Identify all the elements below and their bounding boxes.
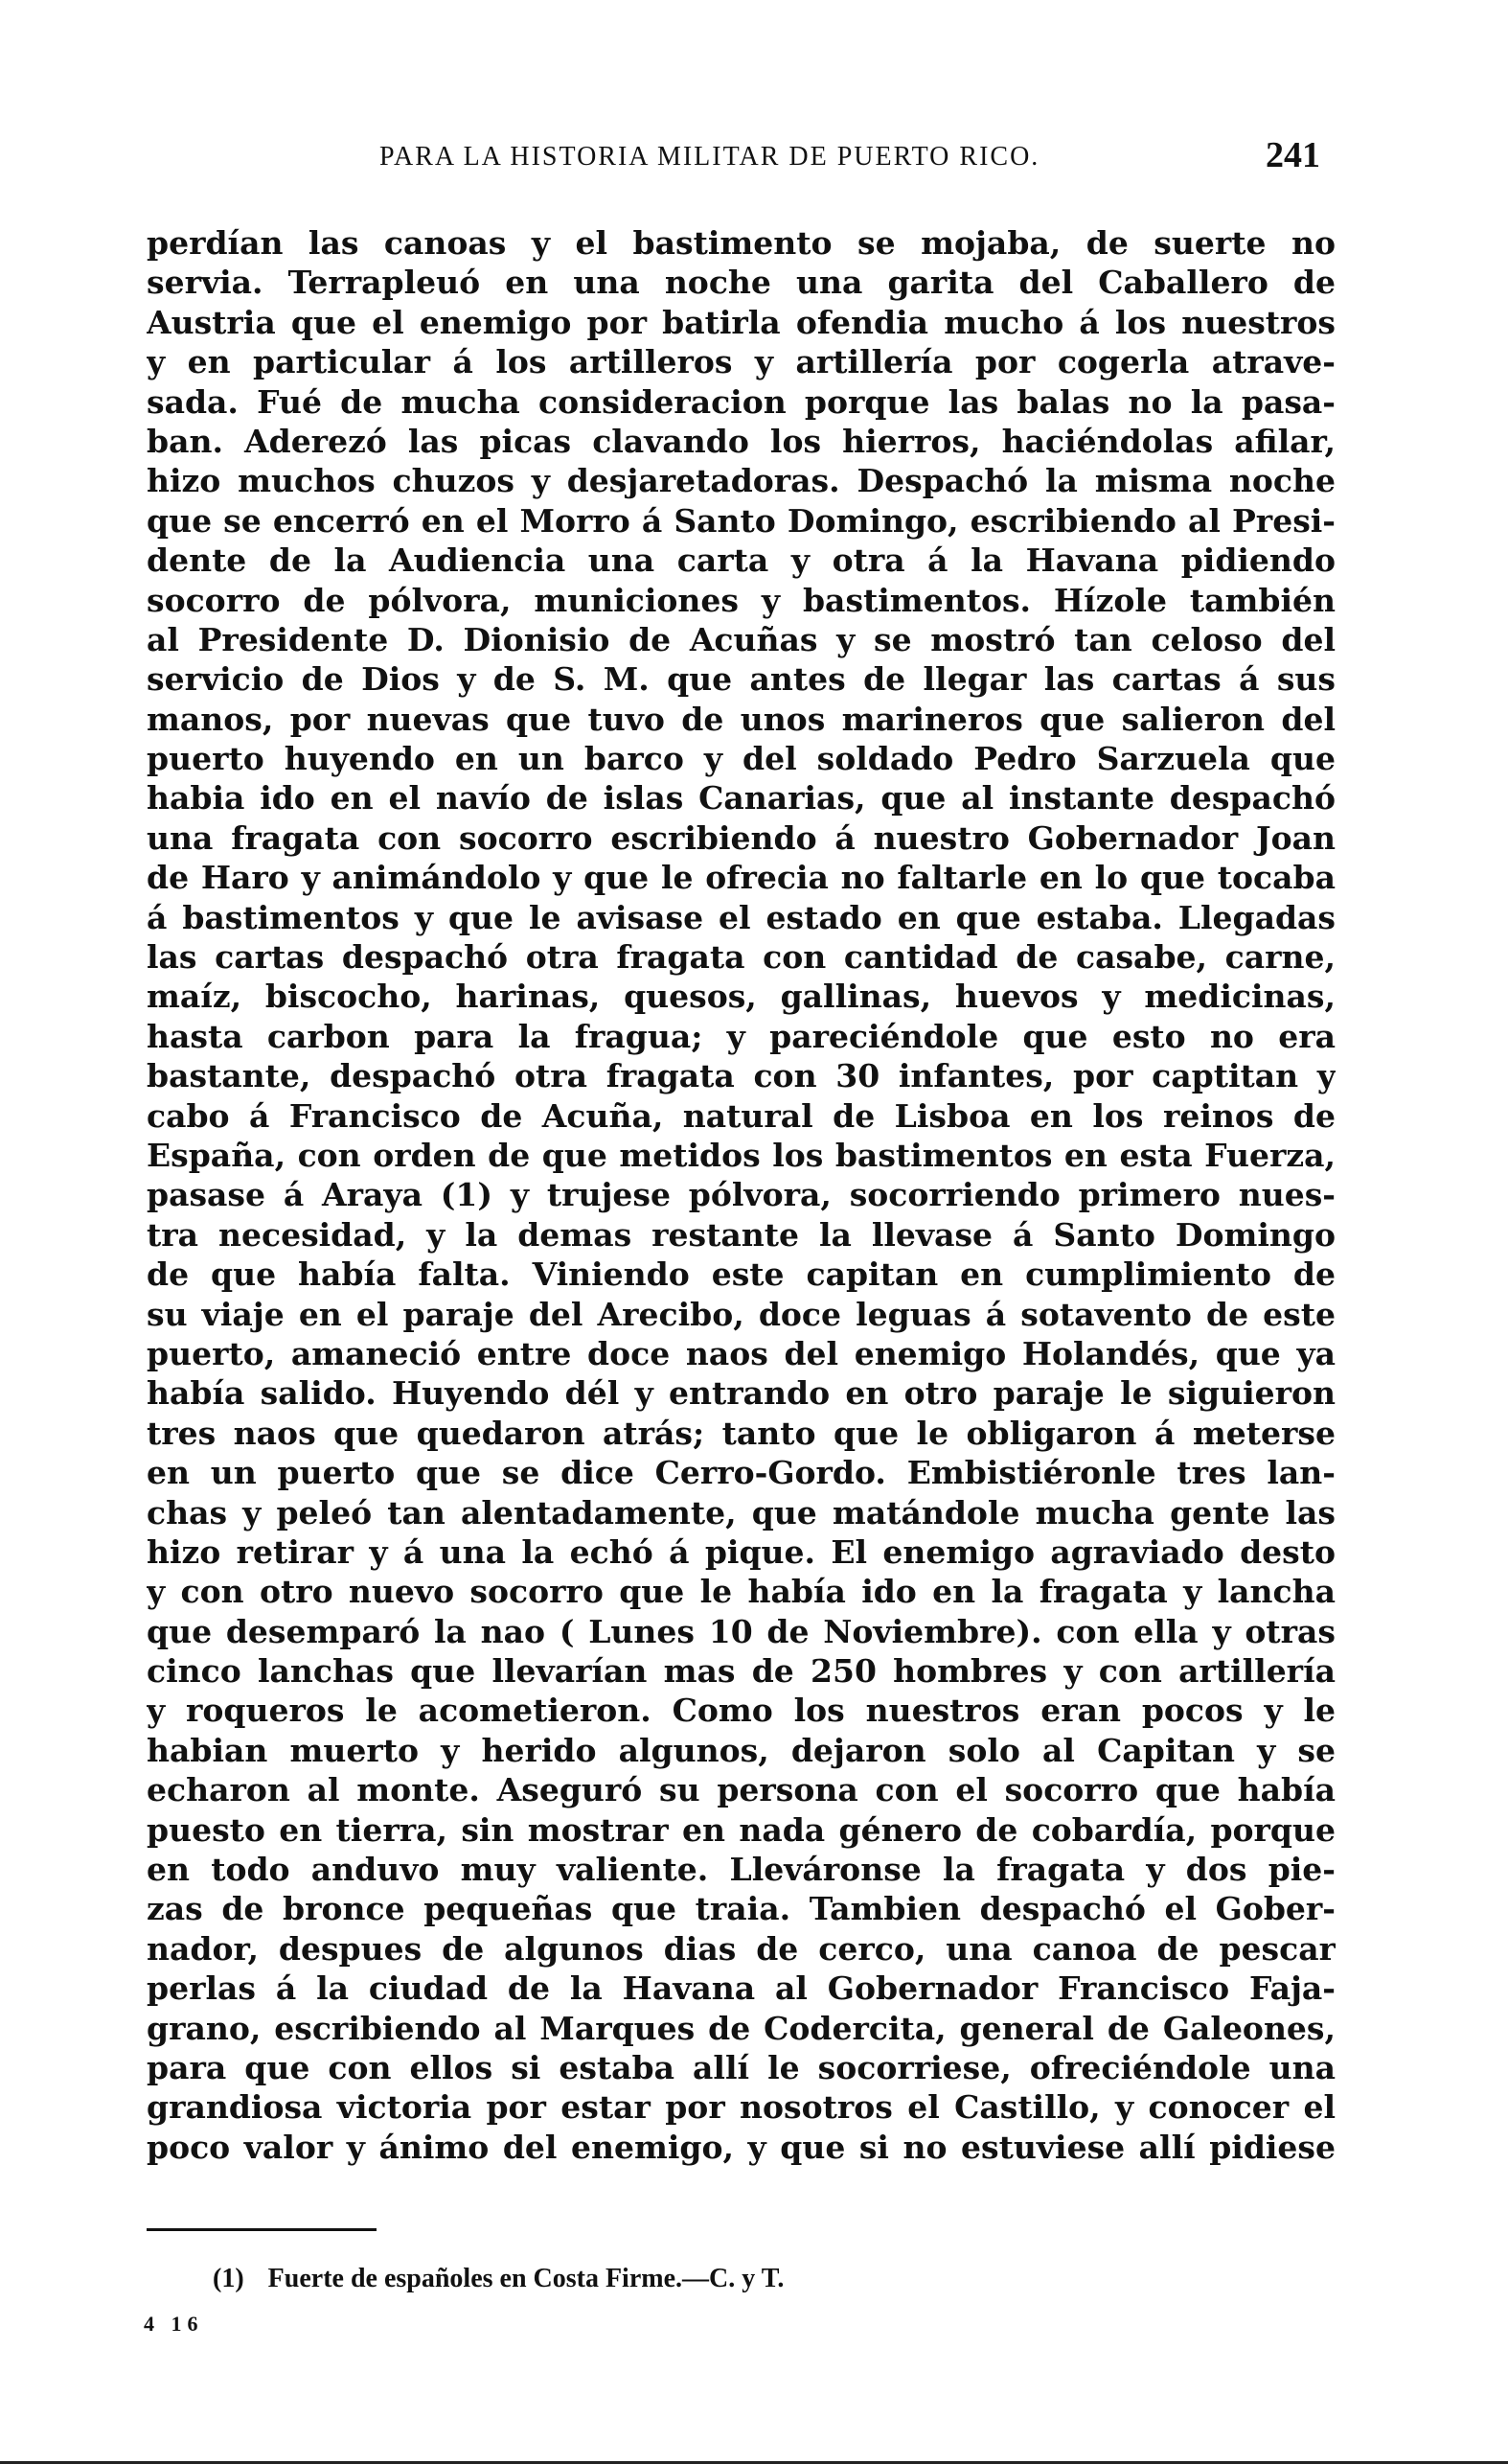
text-line: de que había falta. Viniendo este capitan en cumplimiento de — [147, 1255, 1336, 1294]
text-line: de Haro y animándolo y que le ofrecia no faltarle en lo que tocaba — [147, 859, 1336, 897]
text-line: y en particular á los artilleros y artillería por cogerla atrave- — [147, 343, 1336, 381]
text-line: que se encerró en el Morro á Santo Domingo, escribiendo al Presi- — [147, 501, 1336, 540]
text-line: sada. Fué de mucha consideracion porque las balas no la pasa- — [147, 382, 1336, 421]
text-line: cabo á Francisco de Acuña, natural de Lisboa en los reinos de — [147, 1096, 1336, 1135]
text-line: grandiosa victoria por estar por nosotros el Castillo, y conocer el — [147, 2088, 1336, 2127]
text-line: y roqueros le acometieron. Como los nuestros eran pocos y le — [147, 1692, 1336, 1730]
text-line: puerto, amaneció entre doce naos del enemigo Holandés, que ya — [147, 1334, 1336, 1372]
text-line: poco valor y ánimo del enemigo, y que si no estuviese allí pidiese — [147, 2128, 1336, 2166]
text-line: tres naos que quedaron atrás; tanto que le obligaron á meterse — [147, 1414, 1336, 1452]
text-line: maíz, biscocho, harinas, quesos, gallinas, huevos y medicinas, — [147, 978, 1336, 1016]
footnote-text: Fuerte de españoles en Costa Firme.—C. y T. — [267, 2264, 785, 2293]
text-line: servicio de Dios y de S. M. que antes de llegar las cartas á sus — [147, 660, 1336, 699]
text-line: y con otro nuevo socorro que le había ido en la fragata y lancha — [147, 1573, 1336, 1611]
text-line: puesto en tierra, sin mostrar en nada género de cobardía, porque — [147, 1810, 1336, 1849]
text-line: zas de bronce pequeñas que traia. Tambien despachó el Gober- — [147, 1890, 1336, 1928]
text-line: grano, escribiendo al Marques de Codercita, general de Galeones, — [147, 2009, 1336, 2047]
text-line: servia. Terrapleuó en una noche una garita del Caballero de — [147, 264, 1336, 302]
footnote-marker: (1) — [213, 2264, 244, 2293]
text-line: manos, por nuevas que tuvo de unos marineros que salieron del — [147, 700, 1336, 738]
text-line: puerto huyendo en un barco y del soldado Pedro Sarzuela que — [147, 740, 1336, 778]
running-head: PARA LA HISTORIA MILITAR DE PUERTO RICO. — [379, 142, 1040, 172]
text-line: habia ido en el navío de islas Canarias, que al instante despachó — [147, 779, 1336, 817]
text-line: que desemparó la nao ( Lunes 10 de Noviembre). con ella y otras — [147, 1612, 1336, 1650]
text-line: en todo anduvo muy valiente. Lleváronse la fragata y dos pie- — [147, 1851, 1336, 1889]
text-line: hizo muchos chuzos y desjaretadoras. Despachó la misma noche — [147, 462, 1336, 500]
text-line: al Presidente D. Dionisio de Acuñas y se mostró tan celoso del — [147, 620, 1336, 658]
text-line: perlas á la ciudad de la Havana al Gobernador Francisco Faja- — [147, 1969, 1336, 2008]
text-line: Austria que el enemigo por batirla ofendia mucho á los nuestros — [147, 303, 1336, 341]
text-line: habian muerto y herido algunos, dejaron solo al Capitan y se — [147, 1731, 1336, 1769]
text-line: para que con ellos si estaba allí le socorriese, ofreciéndole una — [147, 2048, 1336, 2086]
text-line: España, con orden de que metidos los bastimentos en esta Fuerza, — [147, 1136, 1336, 1174]
text-line: pasase á Araya (1) y trujese pólvora, socorriendo primero nues- — [147, 1176, 1336, 1214]
footnote-rule — [147, 2228, 377, 2231]
text-line: cinco lanchas que llevarían mas de 250 hombres y con artillería — [147, 1652, 1336, 1691]
body-text — [147, 223, 1336, 2167]
text-line: chas y peleó tan alentadamente, que matándole mucha gente las — [147, 1493, 1336, 1531]
printer-signature: 4 16 — [144, 2312, 204, 2336]
text-line: socorro de pólvora, municiones y bastimentos. Hízole también — [147, 581, 1336, 619]
text-line: las cartas despachó otra fragata con cantidad de casabe, carne, — [147, 938, 1336, 977]
text-line: dente de la Audiencia una carta y otra á la Havana pidiendo — [147, 541, 1336, 580]
text-line: había salido. Huyendo dél y entrando en otro paraje le siguieron — [147, 1374, 1336, 1413]
text-line: perdían las canoas y el bastimento se mojaba, de suerte no — [147, 224, 1336, 262]
text-line: hasta carbon para la fragua; y pareciéndole que esto no era — [147, 1017, 1336, 1055]
text-line: en un puerto que se dice Cerro-Gordo. Embistiéronle tres lan- — [147, 1454, 1336, 1492]
text-line: nador, despues de algunos dias de cerco, una canoa de pescar — [147, 1929, 1336, 1968]
footnote — [213, 2264, 784, 2294]
page-number: 241 — [1266, 135, 1320, 175]
text-line: hizo retirar y á una la echó á pique. El enemigo agraviado desto — [147, 1532, 1336, 1571]
text-line: su viaje en el paraje del Arecibo, doce leguas á sotavento de este — [147, 1295, 1336, 1333]
text-line: una fragata con socorro escribiendo á nuestro Gobernador Joan — [147, 818, 1336, 857]
text-line: echaron al monte. Aseguró su persona con el socorro que había — [147, 1771, 1336, 1809]
page-header — [171, 134, 1320, 182]
text-line: bastante, despachó otra fragata con 30 infantes, por captitan y — [147, 1057, 1336, 1095]
text-line: tra necesidad, y la demas restante la llevase á Santo Domingo — [147, 1215, 1336, 1254]
text-line: á bastimentos y que le avisase el estado en que estaba. Llegadas — [147, 898, 1336, 936]
text-line: ban. Aderezó las picas clavando los hierros, haciéndolas afilar, — [147, 422, 1336, 460]
